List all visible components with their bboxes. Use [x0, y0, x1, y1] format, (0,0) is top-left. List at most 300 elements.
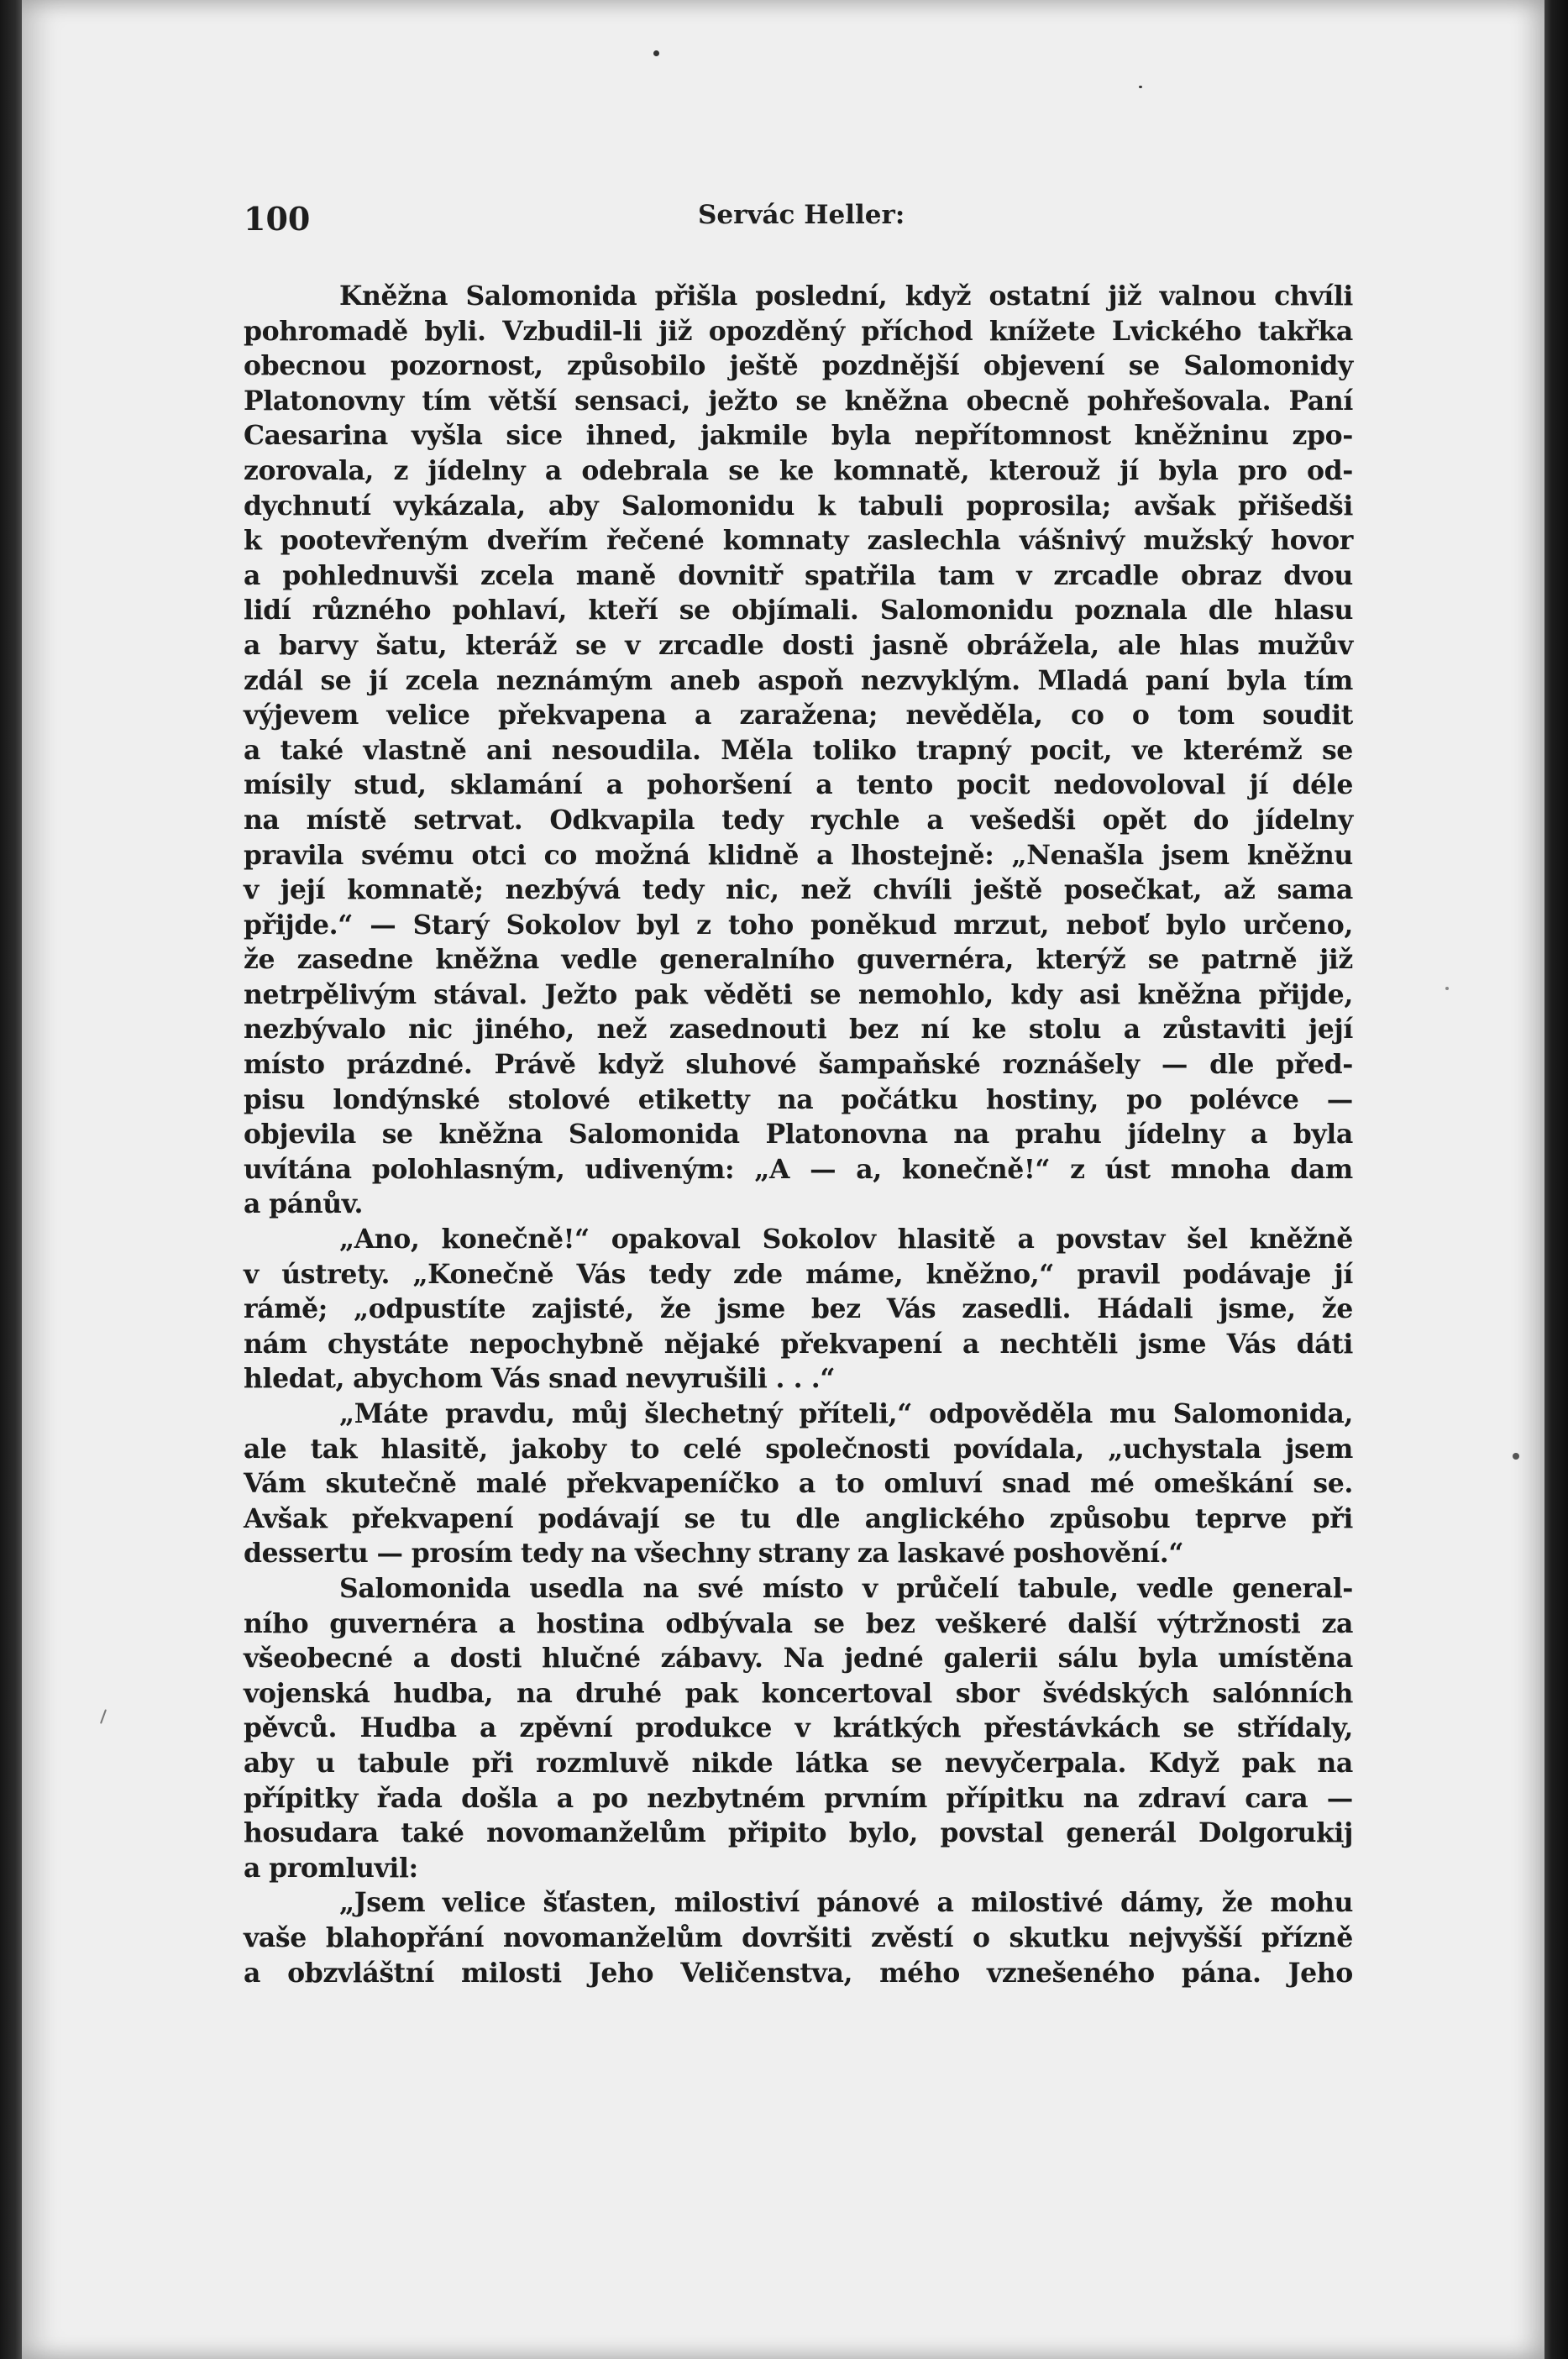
word: zde [732, 1258, 783, 1290]
word: došla [461, 1782, 538, 1814]
word: milostivé [971, 1887, 1104, 1919]
word: sice [506, 420, 563, 452]
word: větší [489, 385, 557, 417]
word: již [658, 315, 693, 347]
text-line [244, 1292, 1353, 1327]
word: pozdnější [821, 350, 960, 382]
word: blahopřání [325, 1921, 485, 1953]
word: „odpustíte [354, 1293, 506, 1325]
word: na [516, 1677, 553, 1709]
word: ke [779, 454, 814, 486]
word: se [381, 1119, 413, 1151]
text-line [244, 838, 1353, 873]
word: kterýž [1036, 944, 1126, 976]
word: o [1131, 700, 1150, 731]
word: ani [486, 734, 532, 766]
word: a [244, 559, 261, 591]
text-line [244, 314, 1353, 349]
word: se [320, 664, 352, 696]
word: pána. [1181, 1957, 1261, 1989]
word: maně [575, 559, 656, 591]
word: mužský [1143, 525, 1252, 557]
word: soudit [1262, 700, 1353, 731]
word: Vás [1226, 1328, 1277, 1360]
word: k [244, 525, 262, 557]
word: také [280, 734, 343, 766]
word: a [412, 1643, 430, 1675]
word: poznala [1074, 595, 1188, 626]
text-line [244, 1432, 1353, 1467]
word: londýnské [333, 1083, 480, 1115]
word: kterouž [989, 454, 1100, 486]
word: výtržnosti [1157, 1607, 1301, 1639]
word: její [1308, 1014, 1353, 1046]
word: nikde [691, 1747, 774, 1779]
word: Právě [494, 1049, 576, 1081]
word: aby [244, 1747, 294, 1779]
word: opozděný [708, 315, 845, 347]
word: zasedli. [962, 1293, 1072, 1325]
text-line [244, 489, 1353, 524]
word: a [244, 629, 261, 661]
word: obecně [966, 385, 1070, 417]
word: zdál [244, 664, 303, 696]
word: komnaty [722, 525, 849, 557]
word: kněžno,“ [926, 1258, 1054, 1290]
word: dle [795, 1502, 841, 1534]
word: způsobu [1049, 1502, 1171, 1534]
word: — [1326, 1083, 1353, 1115]
word: veškeré [936, 1607, 1047, 1639]
text-line [244, 873, 1353, 908]
word: ihned, [585, 420, 677, 452]
word: jídelny [1256, 804, 1353, 836]
word: Sokolov [762, 1224, 876, 1256]
word: pohlednuvši [282, 559, 459, 591]
word: dam [1290, 1153, 1353, 1185]
word: prvním [824, 1782, 927, 1814]
word: se [810, 978, 842, 1010]
word: pravdu, [445, 1398, 555, 1429]
word: pěvců. [244, 1712, 338, 1744]
word: a [556, 1782, 574, 1814]
word: látka [795, 1747, 869, 1779]
word: již [1319, 944, 1353, 976]
word: přízně [1261, 1921, 1353, 1953]
text-line [244, 1746, 1353, 1781]
word: nezbývá [505, 874, 621, 906]
word: zábavy. [660, 1643, 763, 1675]
word: za [857, 1538, 889, 1570]
word: dle [1208, 595, 1253, 626]
word: se [1321, 734, 1353, 766]
word: konečně!“ [901, 1153, 1051, 1185]
word: pánové [816, 1887, 920, 1919]
word: šampaňské [818, 1049, 981, 1081]
word: nevyrušili [625, 1363, 768, 1395]
word: zcela [480, 559, 554, 591]
word: ježto [708, 385, 779, 417]
word: když [905, 280, 972, 312]
word: tam [937, 559, 994, 591]
word: tabule, [1017, 1572, 1119, 1604]
word: konečně!“ [441, 1224, 590, 1256]
text-line [244, 1607, 1353, 1642]
word: a [694, 700, 711, 731]
text-line [244, 663, 1353, 699]
word: překvapení [352, 1502, 514, 1534]
word: sluhové [685, 1049, 797, 1081]
word: poprosila; [966, 490, 1111, 522]
word: obraz [1181, 559, 1261, 591]
word: šel [1187, 1224, 1228, 1256]
word: zdraví [1137, 1782, 1226, 1814]
word: abychom [353, 1363, 483, 1395]
word: celé [683, 1433, 742, 1465]
word: se [1128, 350, 1160, 382]
text-line [244, 1327, 1353, 1362]
word: kněžna [844, 385, 949, 417]
word: dveřím [486, 525, 588, 557]
word: tím [1303, 664, 1353, 696]
text-line [244, 733, 1353, 768]
word: že [1221, 1887, 1253, 1919]
word: guvernéra, [857, 944, 1014, 976]
word: uvítána [244, 1153, 352, 1185]
word: Hádali [1097, 1293, 1193, 1325]
word: Dolgorukij [1198, 1817, 1353, 1849]
word: a [544, 454, 562, 486]
word: Salomonida [339, 1572, 511, 1604]
word: umístěna [1218, 1643, 1353, 1675]
word: neboť [1066, 909, 1149, 941]
word: hostiny, [985, 1083, 1099, 1115]
word: koncertoval [761, 1677, 932, 1709]
word: spatřila [805, 559, 916, 591]
word: Vzbudil-li [502, 315, 642, 347]
word: přišedši [1238, 490, 1353, 522]
word: byla [1138, 1643, 1198, 1675]
word: že [1321, 1293, 1353, 1325]
word: milosti [461, 1957, 562, 1989]
word: zcela [405, 664, 480, 696]
word: tím [422, 385, 471, 417]
word: jakoby [511, 1433, 606, 1465]
word: zajisté, [532, 1293, 634, 1325]
word: kněžninu [1134, 420, 1269, 452]
word: stolové [507, 1083, 611, 1115]
word: byla [831, 420, 891, 452]
word: vedle [561, 944, 637, 976]
word: nechtěli [999, 1328, 1118, 1360]
dust-speck [100, 1709, 107, 1724]
word: rámě; [244, 1293, 328, 1325]
word: přestávkách [983, 1712, 1161, 1744]
word: Jeho [1287, 1957, 1353, 1989]
word: nic, [726, 874, 779, 906]
word: kteráž [465, 629, 558, 661]
word: povídala, [953, 1433, 1084, 1465]
word: vedle [1137, 1572, 1214, 1604]
word: kněžna [438, 1119, 543, 1151]
word: z [393, 454, 408, 486]
text-line [244, 1047, 1353, 1083]
word: Avšak [244, 1502, 328, 1534]
word: generál [1066, 1817, 1177, 1849]
word: „Nenašla [1011, 839, 1144, 871]
word: a [498, 1607, 516, 1639]
word: — [1161, 1049, 1188, 1081]
word: u [316, 1747, 335, 1779]
word: objevila [244, 1119, 356, 1151]
word: pohromadě [244, 315, 408, 347]
word: na [642, 1572, 679, 1604]
word: šťasten, [543, 1887, 658, 1919]
word: jakmile [700, 420, 808, 452]
word: mého [879, 1957, 960, 1989]
word: kněžnu [1246, 839, 1353, 871]
word: dáti [1296, 1328, 1353, 1360]
word: aby [548, 490, 599, 522]
word: se [813, 1607, 845, 1639]
word: nezvyklým. [860, 664, 1020, 696]
word: pozornost, [390, 350, 543, 382]
text-line [244, 1502, 1353, 1537]
word: do [1193, 804, 1229, 836]
word: kterémž [1183, 734, 1303, 766]
text-line [244, 1885, 1353, 1921]
word: nesoudila. [551, 734, 701, 766]
word: — [370, 909, 396, 941]
word: skutku [1009, 1921, 1109, 1953]
word: lhostejně: [851, 839, 994, 871]
word: Salomonidy [1183, 350, 1353, 382]
word: v [244, 874, 259, 906]
word: Měla [721, 734, 793, 766]
word: pro [1238, 454, 1287, 486]
word: Starý [412, 909, 490, 941]
word: Caesarina [244, 420, 388, 452]
word: určeno, [1243, 909, 1353, 941]
word: obzvláštní [287, 1957, 434, 1989]
word: na [1083, 1782, 1120, 1814]
word: skutečně [325, 1468, 457, 1500]
word: nepřítomnost [914, 420, 1111, 452]
text-line [244, 803, 1353, 838]
text-line [244, 1956, 1353, 1991]
word: netrpělivým [244, 978, 417, 1010]
dust-speck [653, 50, 659, 56]
word: další [1067, 1607, 1137, 1639]
word: hlasitě [897, 1224, 996, 1256]
word: střídaly, [1237, 1712, 1353, 1744]
word: při [471, 1747, 514, 1779]
word: se [679, 595, 711, 626]
word: dámy, [1120, 1887, 1205, 1919]
word: lidí [244, 595, 291, 626]
word: hosudara [244, 1817, 379, 1849]
word: malé [475, 1468, 548, 1500]
word: Paní [1288, 385, 1353, 417]
text-line [244, 1711, 1353, 1746]
word: jsme [716, 1293, 785, 1325]
word: stával. [433, 978, 527, 1010]
text-line [244, 1676, 1353, 1712]
word: pootevřeným [280, 525, 469, 557]
word: hostina [536, 1607, 645, 1639]
word: se [1183, 1712, 1214, 1744]
word: příchod [861, 315, 973, 347]
text-line [244, 1397, 1353, 1432]
word: ale [244, 1433, 287, 1465]
word: novomanželům [486, 1817, 706, 1849]
word: v [625, 629, 641, 661]
word: Salomonida [568, 1119, 740, 1151]
word: Salomonidu [879, 595, 1054, 626]
word: omluví [884, 1468, 983, 1500]
word: povstal [940, 1817, 1044, 1849]
text-line [244, 768, 1353, 803]
word: pisu [244, 1083, 306, 1115]
word: mé [1089, 1468, 1135, 1500]
word: nedovoloval [1053, 769, 1226, 801]
word: byla [1293, 1119, 1353, 1151]
word: Hudba [359, 1712, 457, 1744]
word: hlasu [1274, 595, 1353, 626]
word: guvernéra [329, 1607, 478, 1639]
word: . . .“ [775, 1363, 836, 1395]
word: průčelí [896, 1572, 999, 1604]
word: přípitky [244, 1782, 359, 1814]
word: vykázala, [393, 490, 526, 522]
text-line [244, 1851, 1353, 1886]
text-line [244, 1571, 1353, 1607]
word: se [728, 454, 760, 486]
word: galerii [943, 1643, 1038, 1675]
word: ostatní [989, 280, 1090, 312]
word: kteří [588, 595, 658, 626]
text-line [244, 1781, 1353, 1816]
word: o [972, 1921, 990, 1953]
word: se [684, 1502, 716, 1534]
word: to [630, 1433, 659, 1465]
word: ústrety. [281, 1258, 391, 1290]
word: podávaje [1183, 1258, 1311, 1290]
word: můj [571, 1398, 628, 1429]
word: a [1123, 1014, 1141, 1046]
word: že [244, 944, 275, 976]
word: jídelny [1127, 1119, 1225, 1151]
word: zvěstí [870, 1921, 954, 1953]
word: pánův. [269, 1188, 364, 1220]
scan-shadow-right [1544, 0, 1568, 2359]
word: Salomonida [465, 280, 637, 312]
dust-speck [1139, 86, 1142, 88]
word: a [816, 839, 834, 871]
word: jí [1249, 769, 1269, 801]
word: při [1311, 1502, 1353, 1534]
word: Kněžna [339, 280, 448, 312]
word: valnou [1159, 280, 1256, 312]
word: švédských [1042, 1677, 1189, 1709]
word: vlastně [363, 734, 467, 766]
word: toho [727, 909, 794, 941]
word: překvapení [780, 1328, 942, 1360]
word: asi [1078, 978, 1120, 1010]
word: zaražena; [739, 700, 878, 731]
word: nám [244, 1328, 307, 1360]
word: hledat, [244, 1363, 345, 1395]
word: to [835, 1468, 865, 1500]
word: trapný [915, 734, 1011, 766]
word: všeobecné [244, 1643, 393, 1675]
word: v [862, 1572, 878, 1604]
word: toliko [812, 734, 897, 766]
word: a [244, 1188, 261, 1220]
word: objevení [983, 350, 1105, 382]
word: tabule [357, 1747, 450, 1779]
word: patrně [1201, 944, 1298, 976]
word: její [280, 874, 326, 906]
word: a [962, 1328, 979, 1360]
word: komnatě, [833, 454, 970, 486]
word: dvou [1283, 559, 1353, 591]
word: pohlaví, [452, 595, 567, 626]
word: Platonovny [244, 385, 405, 417]
word: sklamání [449, 769, 583, 801]
word: neznámým [496, 664, 653, 696]
word: Když [1148, 1747, 1219, 1779]
word: byl [636, 909, 679, 941]
word: Jeho [588, 1957, 654, 1989]
text-line [244, 1083, 1353, 1118]
word: v [1016, 559, 1032, 591]
word: vešedši [970, 804, 1076, 836]
word: jiného, [475, 1014, 574, 1046]
word: byla [1226, 664, 1287, 696]
text-line [244, 628, 1353, 663]
word: prahu [1015, 1119, 1102, 1151]
word: „Jsem [339, 1887, 426, 1919]
word: jsme, [1219, 1293, 1296, 1325]
word: Platonovna [765, 1119, 928, 1151]
word: k [817, 490, 836, 522]
word: řečené [606, 525, 705, 557]
word: pak [634, 978, 688, 1010]
word: a [606, 769, 623, 801]
word: otci [471, 839, 527, 871]
word: na [953, 1119, 989, 1151]
word: obecnou [244, 350, 367, 382]
word: cara [1245, 1782, 1308, 1814]
word: pohoršení [647, 769, 792, 801]
word: jídelny [427, 454, 526, 486]
text-line [244, 1816, 1353, 1851]
word: chystáte [327, 1328, 449, 1360]
word: odebrala [581, 454, 709, 486]
word: mu [1109, 1398, 1156, 1429]
text-line [244, 1257, 1353, 1292]
word: stud, [354, 769, 427, 801]
word: když [597, 1049, 664, 1081]
word: zorovala, [244, 454, 374, 486]
word: až [1224, 874, 1256, 906]
word: zpo- [1292, 420, 1353, 452]
word: byla [1158, 454, 1219, 486]
word: Salomonida, [1172, 1398, 1353, 1429]
word: a [926, 804, 944, 836]
word: počátku [841, 1083, 958, 1115]
